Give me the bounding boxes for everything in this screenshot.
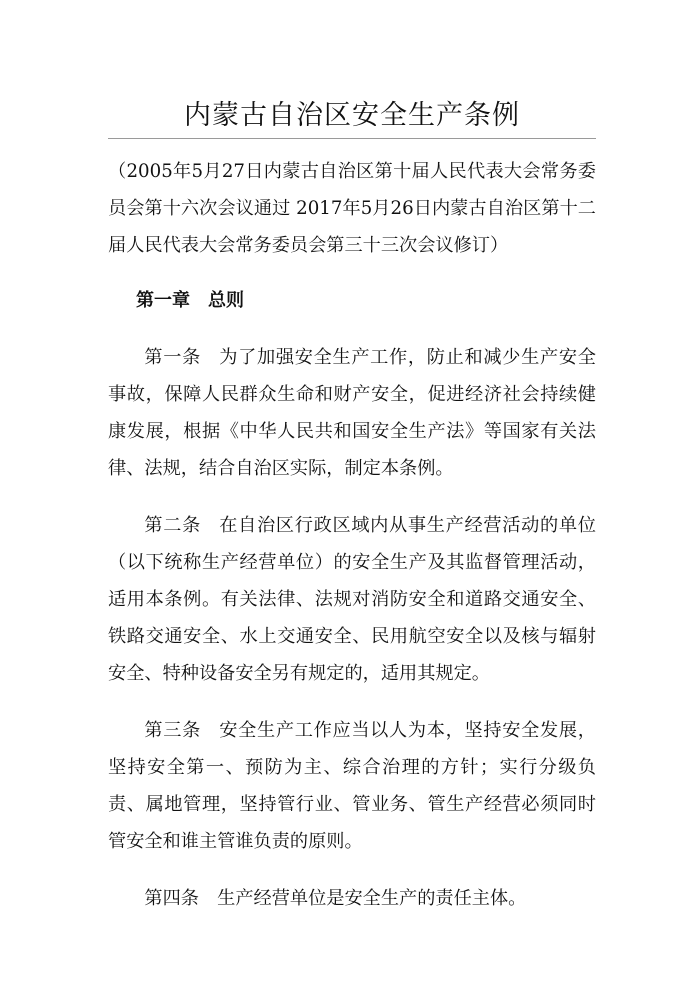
adoption-note: （2005年5月27日内蒙古自治区第十届人民代表大会常务委员会第十六次会议通过 2017年5月26日内蒙古自治区第十二届人民代表大会常务委员会第三十三次会议修订） xyxy=(108,161,596,256)
article-number: 第四条 xyxy=(144,888,199,909)
article-text: 在自治区行政区域内从事生产经营活动的单位（以下统称生产经营单位）的安全生产及其监督管理活动，适用本条例。有关法律、法规对消防安全和道路交通安全、铁路交通安全、水上交通安全、民用航空安全以及核与辐射安全、特种设备安全另有规定的，适用其规定。 xyxy=(108,515,596,684)
chapter-heading: 第一章 总则 xyxy=(136,290,244,311)
article-number: 第二条 xyxy=(144,515,202,536)
article-4 xyxy=(108,880,596,917)
article-text: 生产经营单位是安全生产的责任主体。 xyxy=(217,888,527,909)
article-text: 安全生产工作应当以人为本，坚持安全发展，坚持安全第一、预防为主、综合治理的方针；实行分级负责、属地管理，坚持管行业、管业务、管生产经营必须同时管安全和谁主管谁负责的原则。 xyxy=(108,720,596,852)
document-title: 内蒙古自治区安全生产条例 xyxy=(108,96,596,139)
article-1 xyxy=(108,339,596,487)
article-3 xyxy=(108,712,596,860)
article-number: 第一条 xyxy=(144,347,202,368)
article-text: 为了加强安全生产工作，防止和减少生产安全事故，保障人民群众生命和财产安全，促进经济社会持续健康发展，根据《中华人民共和国安全生产法》等国家有关法律、法规，结合自治区实际，制定本条例。 xyxy=(108,347,596,479)
article-number: 第三条 xyxy=(144,720,202,741)
article-2 xyxy=(108,507,596,692)
